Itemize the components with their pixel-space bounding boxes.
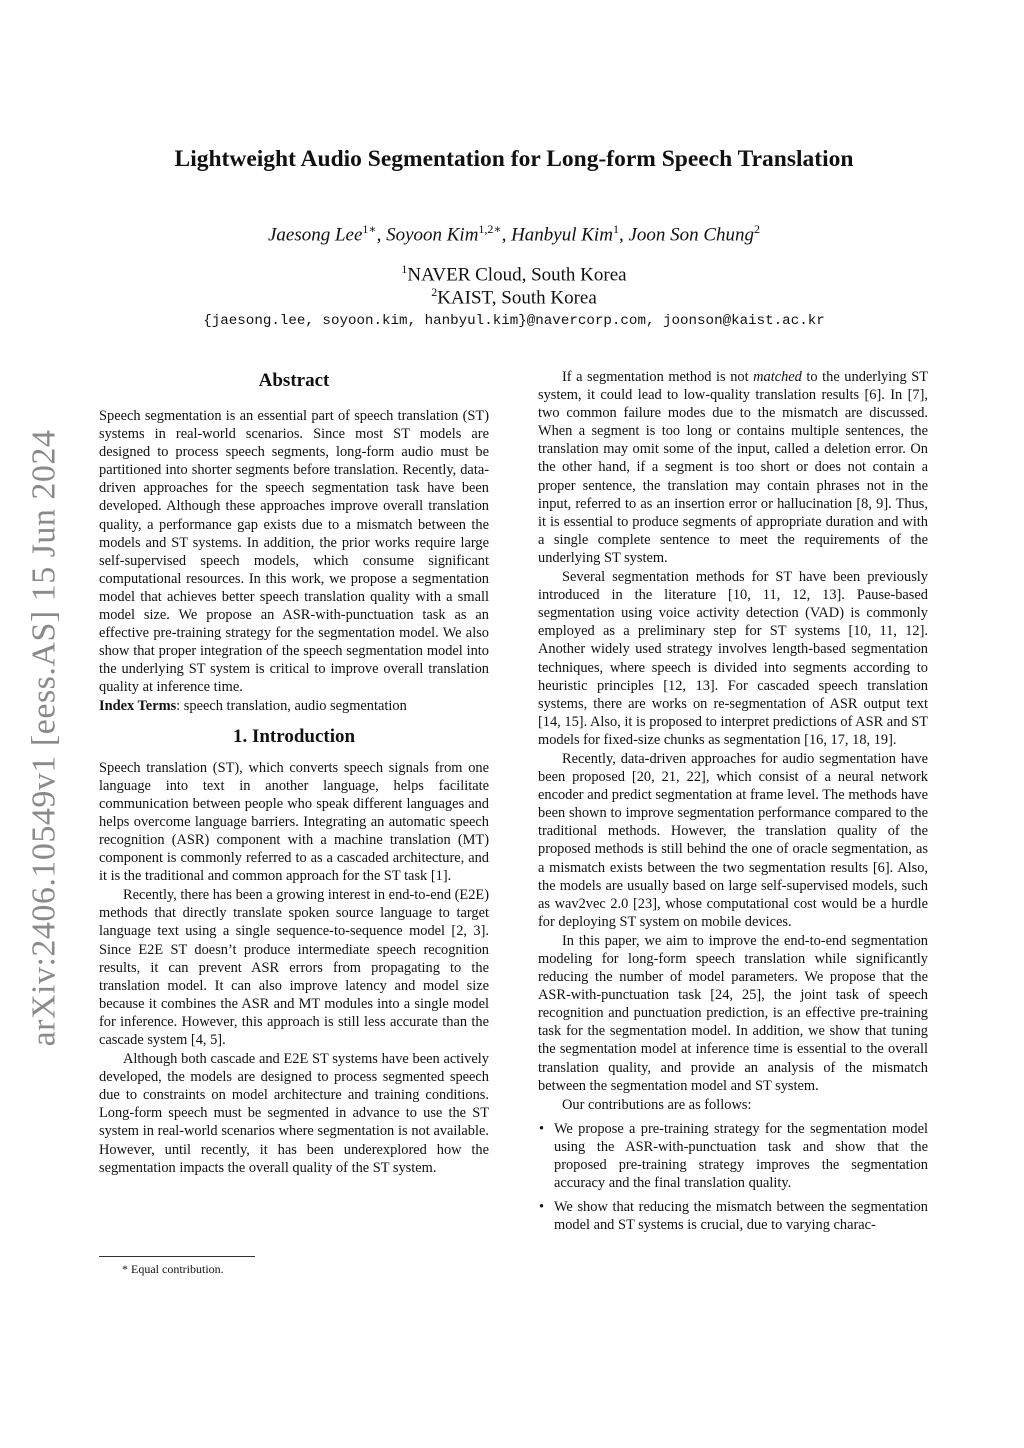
contribution-list	[538, 1120, 928, 1235]
footnote-rule	[99, 1256, 255, 1257]
author-name: Soyoon Kim	[386, 224, 479, 246]
paragraph: Speech translation (ST), which converts speech signals from one language into text in another language, helps facilitate communication between people who speak different languages and helps overcome language barriers. Integrating an automatic speech recognition (ASR) component with a machine translation (MT) component is commonly referred to as a cascaded architecture, and it is the traditional and common approach for the ST task [1].	[99, 759, 489, 885]
author-name: Jaesong Lee	[267, 224, 363, 246]
author-name: Hanbyul Kim	[511, 224, 613, 246]
arxiv-stamp: arXiv:2406.10549v1 [eess.AS] 15 Jun 2024	[25, 429, 62, 1047]
author-affil-mark: 2	[754, 222, 761, 236]
list-item: • We propose a pre-training strategy for the segmentation model using the ASR-with-punctuation task and show that the proposed pre-training strategy improves the segmentation accuracy and the final translation quality.	[539, 1120, 928, 1192]
author-affil-mark: 1,2∗	[478, 222, 502, 236]
bullet-icon: •	[539, 1120, 545, 1137]
affiliation: $^1$NAVER Cloud, South Korea	[401, 262, 627, 286]
paragraph: In this paper, we aim to improve the end-to-end segmentation modeling for long-form speech translation while significantly reducing the number of model parameters. We propose that the ASR-with-punctuation task [24, 25], the joint task of speech recognition and punctuation prediction, is an effective pre-training task for the segmentation model. In addition, we show that tuning the segmentation model at inference time is essential to the overall translation quality, and provide an analysis of the mismatch between the segmentation model and ST system.	[538, 932, 928, 1094]
author-affil-mark: 1	[612, 222, 619, 236]
abstract-text: Speech segmentation is an essential part of speech translation (ST) systems in real-world scenarios. Since most ST models are designed to process speech segments, long-form audio must be partitioned into shorter segments before translation. Recently, data-driven approaches for the speech segmentation task have been developed. Although these approaches improve overall translation quality, a performance gap exists due to a mismatch between the models and ST systems. In addition, the prior works require large self-supervised speech models, which consume significant computational resources. In this work, we propose a segmentation model that achieves better speech translation quality with a small model size. We propose an ASR-with-punctuation task as an effective pre-training strategy for the segmentation model. We also show that proper integration of the speech segmentation model into the underlying ST system is critical to improve overall translation quality at inference time.	[99, 408, 489, 696]
author-affil-mark: 1∗	[362, 222, 377, 236]
left-column	[99, 368, 489, 1177]
index-terms: Index Terms: speech translation, audio segmentation	[99, 697, 407, 714]
paragraph: Our contributions are as follows:	[562, 1096, 752, 1113]
bullet-icon: •	[539, 1199, 545, 1216]
paragraph: Recently, data-driven approaches for audio segmentation have been proposed [20, 21, 22], which consist of a neural network encoder and predict segmentation at frame level. The methods have been shown to improve segmentation performance compared to the traditional methods. However, the translation quality of the proposed methods is still behind the one of oracle segmentation, as a mismatch exists between the two segmentation results [6]. Also, the models are usually based on large self-supervised models, such as wav2vec 2.0 [23], whose computational cost would be a hurdle for deploying ST system on mobile devices.	[538, 750, 928, 930]
abstract-heading: Abstract	[258, 370, 330, 391]
paragraph: Several segmentation methods for ST have been previously introduced in the literature [10, 11, 12, 13]. Pause-based segmentation using voice activity detection (VAD) is commonly employed as a preliminary step for ST systems [10, 11, 12]. Another widely used strategy involves length-based segmentation techniques, where speech is divided into segments according to heuristic principles [12, 13]. For cascaded speech translation systems, there are works on re-segmentation of ASR output text [14, 15]. Also, it is proposed to interpret predictions of ASR and ST models for fixed-size chunks as segmentation [16, 17, 18, 19].	[538, 569, 928, 748]
footnote: * Equal contribution.	[122, 1262, 224, 1276]
author-list: Jaesong Lee$^{1∗}$, Soyoon Kim$^{1,2∗}$, Hanbyul Kim$^1$, Joon Son Chung$^2$	[267, 222, 761, 246]
list-item: • We show that reducing the mismatch between the segmentation model and ST systems is crucial, due to varying charac-	[539, 1199, 928, 1234]
paragraph: Although both cascade and E2E ST systems have been actively developed, the models are designed to process segmented speech due to constraints on model architecture and training conditions. Long-form speech must be segmented in advance to use the ST system in real-world scenarios where segmentation is not available. However, until recently, it has been underexplored how the segmentation impacts the overall quality of the ST system.	[99, 1051, 489, 1176]
right-column	[538, 368, 928, 1240]
paper-title: Lightweight Audio Segmentation for Long-form Speech Translation	[174, 146, 854, 172]
author-emails: {jaesong.lee, soyoon.kim, hanbyul.kim}@navercorp.com, joonson@kaist.ac.kr	[203, 313, 825, 329]
paragraph: If a segmentation method is not matched to the underlying ST system, it could lead to low-quality translation results [6]. In [7], two common failure modes due to the mismatch are discussed. When a segment is too long or contains multiple sentences, the translation may omit some of the input, called a deletion error. On the other hand, if a segment is too short or does not contain a proper sentence, the translation may contain phrases not in the input, referred to as an insertion error or hallucination [8, 9]. Thus, it is essential to produce segments of appropriate duration and with a single complete sentence to meet the requirements of the underlying ST system.	[538, 369, 928, 566]
paragraph: Recently, there has been a growing interest in end-to-end (E2E) methods that directly translate spoken source language to target language text using a single sequence-to-sequence model [2, 3]. Since E2E ST doesn’t produce intermediate speech recognition results, it can prevent ASR errors from propagating to the translation model. It can also improve latency and model size because it combines the ASR and MT modules into a single model for inference. However, this approach is still less accurate than the cascade system [4, 5].	[99, 887, 489, 1048]
section-heading-introduction: 1. Introduction	[232, 725, 356, 747]
affiliation: $^2$KAIST, South Korea	[431, 285, 597, 309]
author-name: Joon Son Chung	[628, 224, 755, 246]
